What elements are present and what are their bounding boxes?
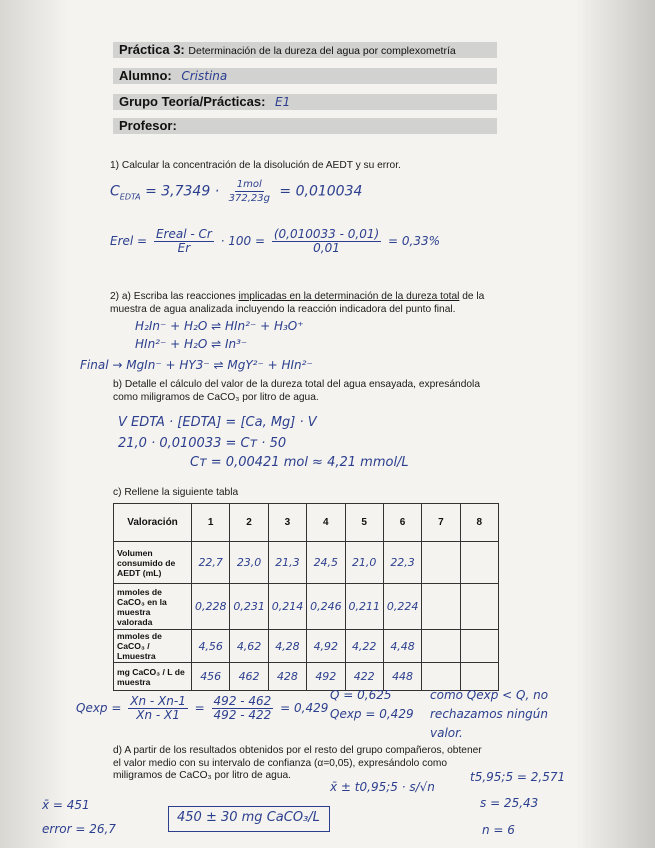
col-header: 6 — [383, 504, 421, 542]
mean-value: x̄ = 451 — [42, 798, 90, 812]
qexp-den: Xn - X1 — [136, 708, 180, 722]
table-cell — [422, 663, 460, 691]
erel-lhs: Erel = — [110, 234, 148, 248]
col-header: 3 — [268, 504, 306, 542]
col-header: 8 — [460, 504, 498, 542]
c-frac-num: 1mol — [236, 179, 262, 190]
page-shadow-left — [0, 0, 68, 848]
erel-den2: 0,01 — [313, 241, 340, 255]
c-eq: = 3,7349 · — [145, 183, 220, 200]
table-cell: 4,48 — [383, 630, 421, 663]
profesor-header — [113, 118, 497, 134]
table-cell — [422, 630, 460, 663]
qexp-calculation — [76, 695, 328, 722]
table-cell: 0,211 — [345, 584, 383, 630]
q2c-text: c) Rellene la siguiente tabla — [113, 487, 239, 498]
c-frac-den: 372,23g — [228, 193, 270, 204]
qexp-fraction — [128, 695, 188, 722]
q2a-prefix: 2) a) Escriba las reacciones — [110, 291, 239, 302]
c-sub: EDTA — [119, 192, 141, 202]
row-label: mmoles de CaCO₃ / Lmuestra — [114, 630, 192, 663]
q2a-line2: muestra de agua analizada incluyendo la reacción indicadora del punto final. — [110, 303, 456, 315]
qexp-lhs: Qexp = — [76, 701, 122, 715]
q2d-line3: miligramos de CaCO₃ por litro de agua. — [113, 770, 291, 781]
profesor-label: Profesor: — [119, 118, 177, 133]
t-value: t5,95;5 = 2,571 — [470, 770, 566, 784]
table-cell: 4,28 — [268, 630, 306, 663]
qexp-eq: = — [194, 701, 205, 715]
alumno-header — [113, 68, 497, 84]
table-cell — [460, 542, 498, 584]
erel-num: Ereal - Cr — [155, 227, 212, 241]
table-cell: 21,0 — [345, 542, 383, 584]
table-cell: 24,5 — [307, 542, 345, 584]
alumno-value: Cristina — [181, 69, 228, 83]
q1-concentration — [110, 178, 362, 205]
q2b-text — [113, 379, 505, 404]
table-row — [114, 584, 499, 630]
interval-formula: x̄ ± t0,95;5 · s/√n — [330, 780, 435, 794]
table-cell: 0,231 — [230, 584, 268, 630]
table-cell — [422, 584, 460, 630]
table-corner: Valoración — [114, 504, 192, 542]
hardness-eq-1: V EDTA · [EDTA] = [Ca, Mg] · V — [118, 415, 317, 430]
qexp-num2: 492 - 462 — [213, 694, 272, 708]
practica-label: Práctica 3: — [119, 42, 185, 57]
c-fraction — [227, 178, 272, 205]
table-cell: 4,56 — [192, 630, 230, 663]
reaction-1: H₂In⁻ + H₂O ⇌ HIn²⁻ + H₃O⁺ — [135, 319, 304, 333]
qexp-result: = 0,429 — [280, 701, 329, 715]
col-header: 5 — [345, 504, 383, 542]
q2a-suffix: de la — [459, 291, 485, 302]
qexp-num: Xn - Xn-1 — [130, 694, 186, 708]
col-header: 4 — [307, 504, 345, 542]
hardness-eq-2: 21,0 · 0,010033 = Cт · 50 — [118, 436, 287, 451]
grupo-header — [113, 94, 497, 110]
table-cell: 4,62 — [230, 630, 268, 663]
q2a-text — [110, 291, 502, 316]
table-cell: 22,7 — [192, 542, 230, 584]
table-cell — [460, 630, 498, 663]
c-result: = 0,010034 — [279, 183, 363, 200]
row-label: mg CaCO₃ / L de muestra — [114, 663, 192, 691]
table-cell: 428 — [268, 663, 306, 691]
table-header-row — [114, 504, 499, 542]
erel-num2: (0,010033 - 0,01) — [273, 227, 380, 241]
qexp-fraction2 — [212, 695, 274, 722]
practica-header — [113, 42, 497, 58]
table-cell: 422 — [345, 663, 383, 691]
table-cell: 462 — [230, 663, 268, 691]
q1-erel — [110, 228, 440, 255]
col-header: 2 — [230, 504, 268, 542]
table-cell: 4,22 — [345, 630, 383, 663]
erel-fraction2 — [272, 228, 381, 255]
table-cell: 0,228 — [192, 584, 230, 630]
table-cell: 0,214 — [268, 584, 306, 630]
table-cell — [460, 584, 498, 630]
table-cell: 22,3 — [383, 542, 421, 584]
hardness-eq-3: Cт = 0,00421 mol ≈ 4,21 mmol/L — [190, 455, 409, 470]
q2b-line2: como miligramos de CaCO₃ por litro de agua. — [113, 391, 319, 403]
table-cell: 0,246 — [307, 584, 345, 630]
col-header: 1 — [192, 504, 230, 542]
q-critical: Q = 0,625 — [330, 688, 392, 702]
table-row — [114, 663, 499, 691]
n-value: n = 6 — [482, 823, 515, 837]
erel-mid: · 100 = — [220, 234, 266, 248]
table-row — [114, 630, 499, 663]
q2d-text — [113, 745, 505, 783]
erel-fraction — [154, 228, 214, 255]
col-header: 7 — [422, 504, 460, 542]
q2d-line2: el valor medio con su intervalo de confianza (α=0,05), expresándolo como — [113, 757, 448, 769]
conclusion-3: valor. — [430, 726, 463, 740]
erel-result: = 0,33% — [388, 234, 440, 248]
answer-box — [168, 806, 330, 832]
s-value: s = 25,43 — [480, 796, 539, 810]
q1-text: 1) Calcular la concentración de la disolución de AEDT y su error. — [110, 160, 401, 171]
table-cell: 448 — [383, 663, 421, 691]
valoracion-table — [113, 503, 499, 691]
q2b-line1: b) Detalle el cálculo del valor de la dureza total del agua ensayada, expresándola — [113, 379, 480, 390]
table-cell: 23,0 — [230, 542, 268, 584]
c-lhs: C — [110, 183, 120, 200]
practica-title: Determinación de la dureza del agua por complexometría — [188, 45, 456, 57]
erel-den: Er — [177, 241, 191, 255]
qexp-den2: 492 - 422 — [213, 708, 272, 722]
conclusion-2: rechazamos ningún — [430, 707, 548, 721]
q2a-underlined: implicadas en la determinación de la dureza total — [238, 291, 460, 302]
qexp-value: Qexp = 0,429 — [330, 707, 414, 721]
table-cell: 0,224 — [383, 584, 421, 630]
grupo-label: Grupo Teoría/Prácticas: — [119, 94, 266, 109]
table-cell: 492 — [307, 663, 345, 691]
table-cell: 4,92 — [307, 630, 345, 663]
table-cell: 456 — [192, 663, 230, 691]
table-row — [114, 542, 499, 584]
reaction-2: HIn²⁻ + H₂O ⇌ In³⁻ — [135, 337, 248, 351]
row-label: Volumen consumido de AEDT (mL) — [114, 542, 192, 584]
table-cell: 21,3 — [268, 542, 306, 584]
table-cell — [460, 663, 498, 691]
q2d-line1: d) A partir de los resultados obtenidos por el resto del grupo compañeros, obtener — [113, 745, 482, 756]
final-answer: 450 ± 30 mg CaCO₃/L — [177, 810, 320, 825]
row-label: mmoles de CaCO₃ en la muestra valorada — [114, 584, 192, 630]
table-cell — [422, 542, 460, 584]
conclusion-1: como Qexp < Q, no — [430, 688, 549, 702]
grupo-value: E1 — [275, 95, 291, 109]
alumno-label: Alumno: — [119, 68, 172, 83]
error-value: error = 26,7 — [42, 822, 116, 836]
reaction-final: Final → MgIn⁻ + HY3⁻ ⇌ MgY²⁻ + HIn²⁻ — [80, 358, 313, 372]
page-shadow-right — [575, 0, 655, 848]
